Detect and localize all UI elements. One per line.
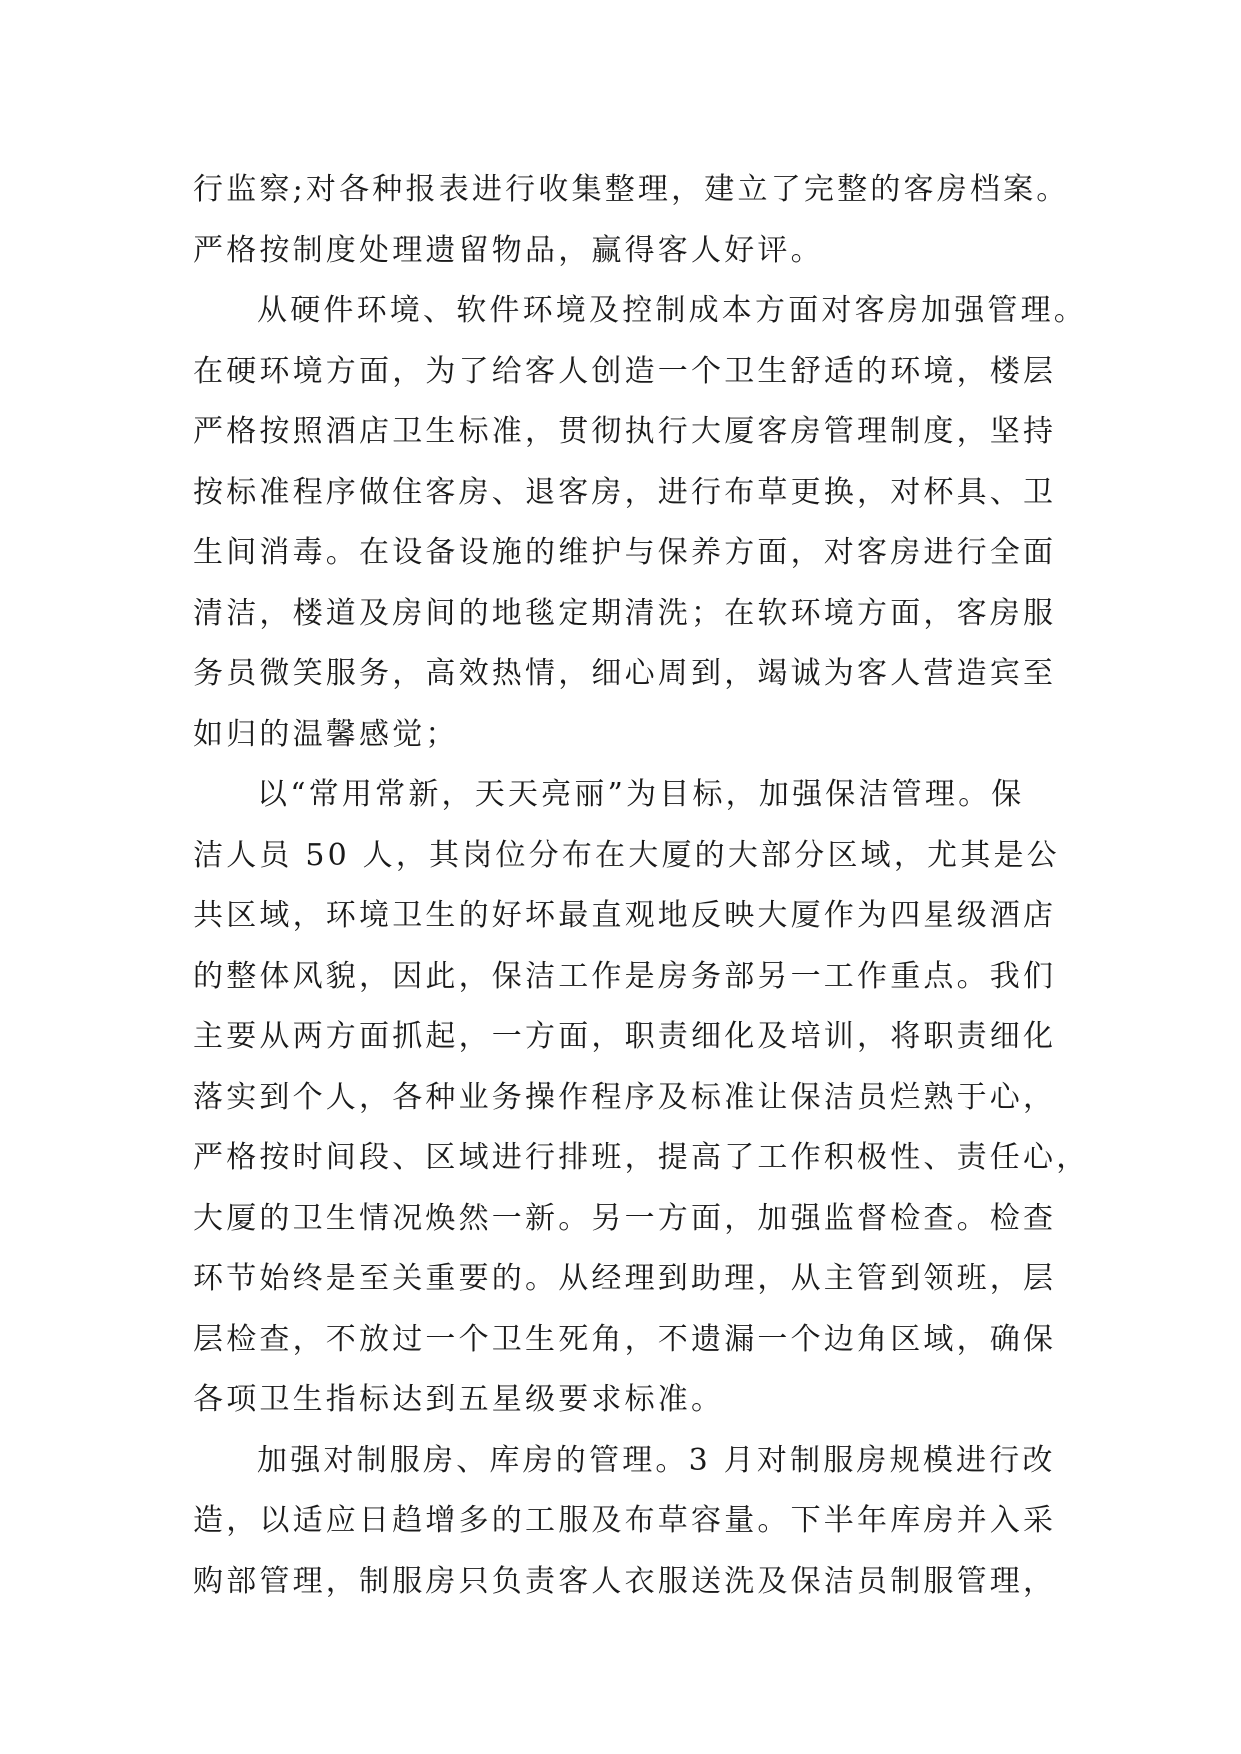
text-line: 主要从两方面抓起，一方面，职责细化及培训，将职责细化	[193, 1019, 1057, 1054]
text-line: 层检查，不放过一个卫生死角，不遗漏一个边角区域，确保	[193, 1321, 1057, 1357]
document-body	[193, 160, 1090, 1612]
paragraph-first-line: 从硬件环境、软件环境及控制成本方面对客房加强管理。	[257, 293, 1087, 328]
text-line: 行监察;对各种报表进行收集整理，建立了完整的客房档案。	[193, 172, 1070, 207]
text-line: 大厦的卫生情况焕然一新。另一方面，加强监督检查。检查	[193, 1200, 1057, 1236]
text-line: 生间消毒。在设备设施的维护与保养方面，对客房进行全面	[193, 535, 1057, 570]
text-line: 严格按制度处理遗留物品，赢得客人好评。	[193, 232, 824, 268]
text-line: 务员微笑服务，高效热情，细心周到，竭诚为客人营造宾至	[193, 656, 1057, 691]
text-line: 的整体风貌，因此，保洁工作是房务部另一工作重点。我们	[193, 958, 1057, 994]
text-line: 严格按时间段、区域进行排班，提高了工作积极性、责任心，	[193, 1140, 1090, 1175]
text-line: 清洁，楼道及房间的地毯定期清洗；在软环境方面，客房服	[193, 595, 1057, 631]
text-line: 如归的温馨感觉；	[193, 716, 459, 752]
text-line: 落实到个人，各种业务操作程序及标准让保洁员烂熟于心，	[193, 1079, 1057, 1115]
text-line: 洁人员 50 人，其岗位分布在大厦的大部分区域，尤其是公	[193, 837, 1060, 873]
text-line: 环节始终是至关重要的。从经理到助理，从主管到领班，层	[193, 1261, 1057, 1296]
text-line: 购部管理，制服房只负责客人衣服送洗及保洁员制服管理，	[193, 1563, 1057, 1599]
text-line: 严格按照酒店卫生标准，贯彻执行大厦客房管理制度，坚持	[193, 414, 1057, 449]
text-line: 共区域，环境卫生的好坏最直观地反映大厦作为四星级酒店	[193, 898, 1057, 933]
paragraph-first-line: 加强对制服房、库房的管理。3 月对制服房规模进行改	[257, 1442, 1056, 1478]
text-line: 各项卫生指标达到五星级要求标准。	[193, 1382, 725, 1417]
paragraph-first-line: 以“常用常新，天天亮丽”为目标，加强保洁管理。保	[257, 777, 1025, 812]
text-line: 在硬环境方面，为了给客人创造一个卫生舒适的环境，楼层	[193, 353, 1057, 389]
text-line: 按标准程序做住客房、退客房，进行布草更换，对杯具、卫	[193, 474, 1057, 510]
text-line: 造，以适应日趋增多的工服及布草容量。下半年库房并入采	[193, 1503, 1057, 1538]
